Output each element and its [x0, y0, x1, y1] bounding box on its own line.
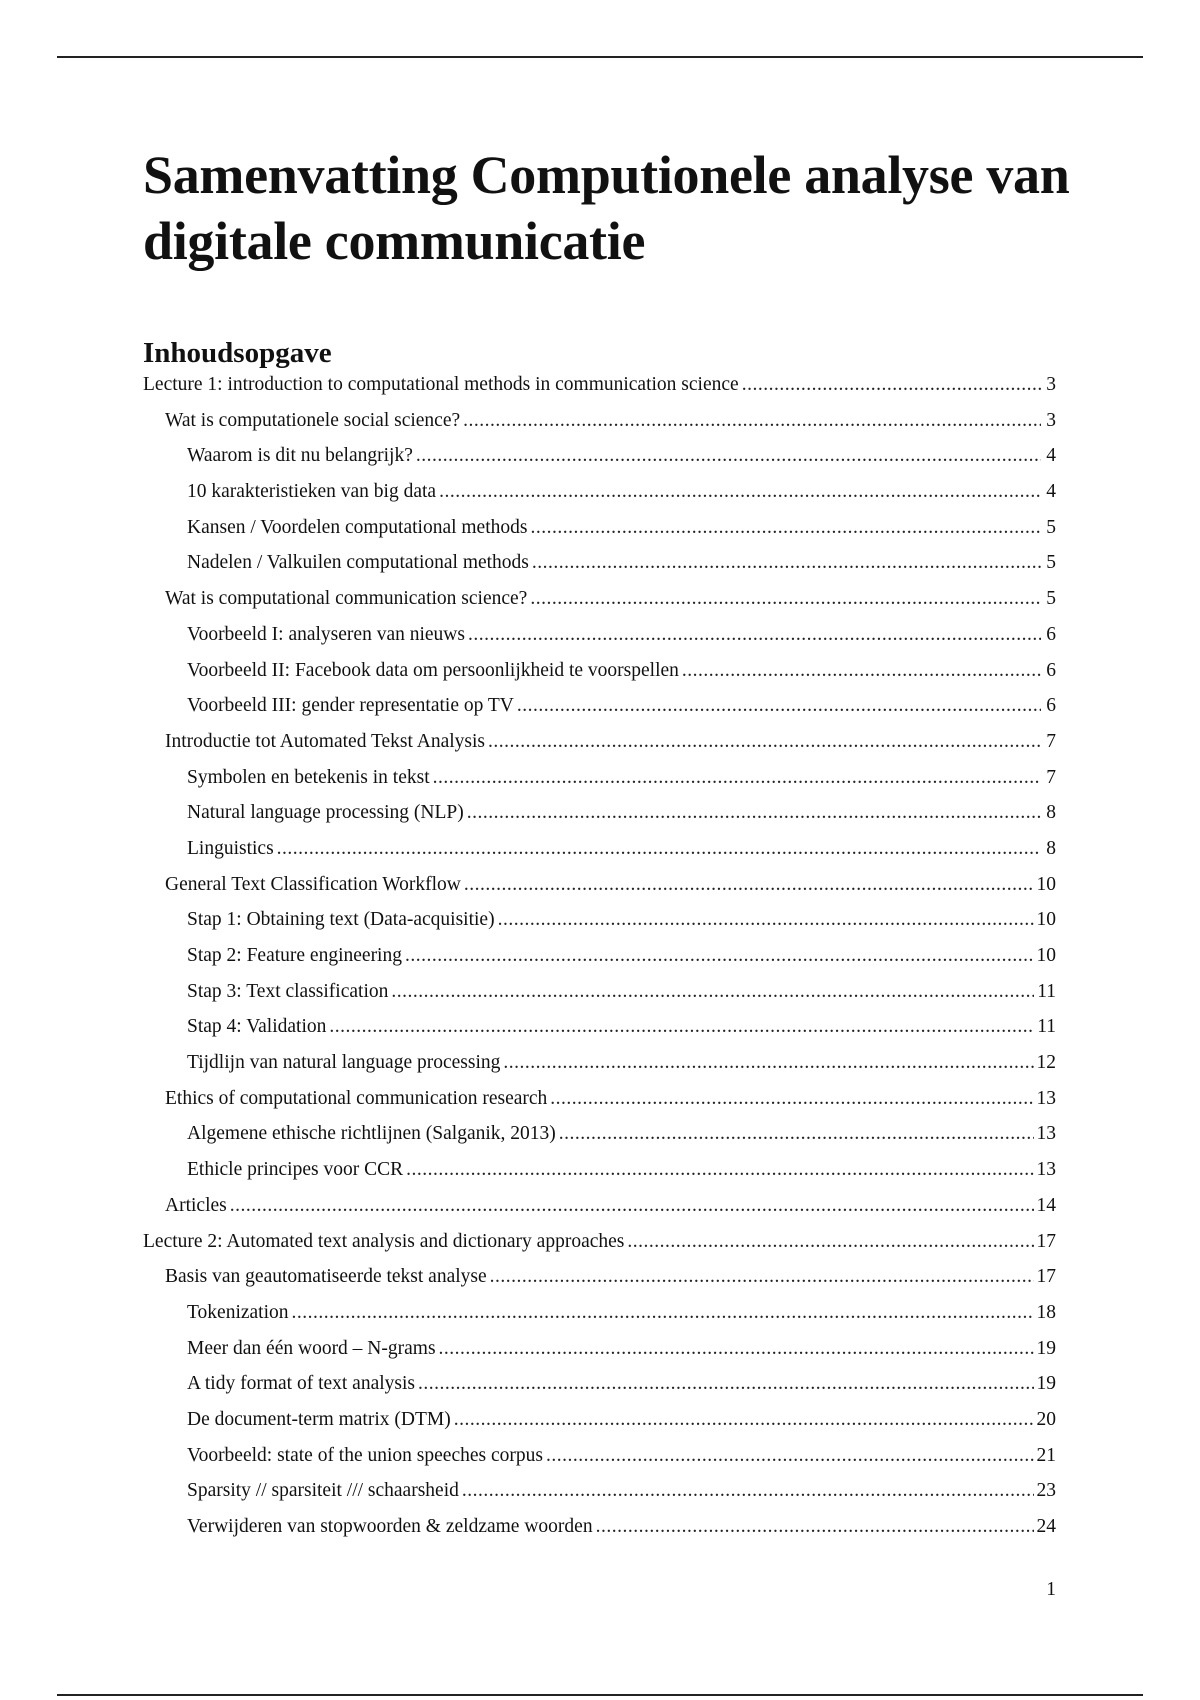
toc-entry-page: 17	[1036, 1230, 1056, 1252]
toc-entry-label: Symbolen en betekenis in tekst	[187, 766, 430, 788]
toc-dot-leader	[550, 1088, 1033, 1110]
document-title: Samenvatting Computionele analyse van digitale communicatie	[143, 145, 1070, 271]
toc-dot-leader	[277, 838, 1041, 860]
toc-entry[interactable]	[143, 1480, 1056, 1516]
toc-dot-leader	[463, 410, 1041, 432]
toc-entry[interactable]	[143, 374, 1056, 410]
toc-entry-label: Tijdlijn van natural language processing	[187, 1052, 501, 1074]
toc-dot-leader	[596, 1516, 1034, 1538]
toc-entry[interactable]	[143, 517, 1056, 553]
toc-dot-leader	[433, 767, 1041, 789]
toc-entry-label: Waarom is dit nu belangrijk?	[187, 445, 413, 467]
toc-entry[interactable]	[143, 1123, 1056, 1159]
toc-entry-page: 7	[1046, 766, 1056, 788]
toc-entry-page: 18	[1036, 1301, 1056, 1323]
toc-entry-page: 13	[1036, 1123, 1056, 1145]
toc-dot-leader	[406, 1159, 1033, 1181]
toc-entry-label: Ethicle principes voor CCR	[187, 1159, 404, 1181]
toc-dot-leader	[468, 624, 1041, 646]
toc-dot-leader	[488, 731, 1041, 753]
header-rule	[57, 56, 1143, 58]
toc-dot-leader	[462, 1480, 1034, 1502]
toc-dot-leader	[405, 945, 1034, 967]
toc-entry-label: Stap 1: Obtaining text (Data-acquisitie)	[187, 909, 495, 931]
toc-entry[interactable]	[143, 695, 1056, 731]
toc-entry-label: A tidy format of text analysis	[187, 1373, 416, 1395]
toc-entry-label: Ethics of computational communication research	[165, 1087, 548, 1109]
toc-entry-label: Stap 4: Validation	[187, 1016, 327, 1038]
toc-entry-label: Algemene ethische richtlijnen (Salganik, 2013)	[187, 1123, 556, 1145]
toc-entry[interactable]	[143, 1266, 1056, 1302]
toc-entry[interactable]	[143, 909, 1056, 945]
toc-dot-leader	[439, 1338, 1034, 1360]
toc-dot-leader	[530, 517, 1041, 539]
toc-entry[interactable]	[143, 1088, 1056, 1124]
toc-dot-leader	[682, 660, 1041, 682]
toc-dot-leader	[230, 1195, 1034, 1217]
toc-entry-label: Kansen / Voordelen computational methods	[187, 516, 528, 538]
toc-entry-label: Stap 3: Text classification	[187, 980, 389, 1002]
toc-dot-leader	[559, 1123, 1034, 1145]
toc-dot-leader	[329, 1016, 1034, 1038]
toc-entry[interactable]	[143, 1516, 1056, 1552]
toc-entry-page: 4	[1046, 481, 1056, 503]
toc-entry-label: Nadelen / Valkuilen computational methods	[187, 552, 529, 574]
toc-entry-page: 8	[1046, 837, 1056, 859]
toc-entry-label: Voorbeeld: state of the union speeches corpus	[187, 1444, 543, 1466]
toc-entry-label: 10 karakteristieken van big data	[187, 481, 437, 503]
toc-entry[interactable]	[143, 945, 1056, 981]
toc-entry-label: De document-term matrix (DTM)	[187, 1408, 451, 1430]
toc-dot-leader	[454, 1409, 1034, 1431]
toc-entry-label: Stap 2: Feature engineering	[187, 945, 402, 966]
toc-entry-page: 23	[1036, 1480, 1056, 1502]
toc-entry[interactable]	[143, 1052, 1056, 1088]
toc-entry[interactable]	[143, 410, 1056, 446]
toc-entry-page: 10	[1036, 945, 1056, 966]
toc-entry[interactable]	[143, 767, 1056, 803]
toc-dot-leader	[530, 588, 1041, 610]
toc-entry[interactable]	[143, 802, 1056, 838]
toc-entry-label: Voorbeeld I: analyseren van nieuws	[187, 623, 465, 645]
toc-entry[interactable]	[143, 1338, 1056, 1374]
toc-entry-page: 6	[1046, 623, 1056, 645]
toc-entry-label: Lecture 1: introduction to computational methods in communication science	[143, 374, 739, 395]
toc-dot-leader	[742, 374, 1041, 396]
toc-entry-page: 6	[1046, 695, 1056, 717]
toc-entry-label: Wat is computational communication science?	[165, 588, 528, 610]
toc-entry-page: 10	[1036, 909, 1056, 931]
toc-entry-page: 19	[1036, 1337, 1056, 1359]
toc-dot-leader	[517, 695, 1041, 717]
toc-entry-page: 13	[1036, 1087, 1056, 1109]
toc-entry-page: 13	[1036, 1159, 1056, 1181]
toc-entry-label: Lecture 2: Automated text analysis and dictionary approaches	[143, 1230, 625, 1252]
toc-entry-page: 12	[1036, 1052, 1056, 1074]
toc-entry-label: Introductie tot Automated Tekst Analysis	[165, 730, 485, 752]
toc-entry-label: Linguistics	[187, 837, 274, 859]
toc-entry-page: 17	[1036, 1266, 1056, 1288]
toc-dot-leader	[391, 981, 1034, 1003]
toc-entry-page: 11	[1037, 980, 1056, 1002]
toc-entry-page: 10	[1036, 873, 1056, 895]
toc-entry[interactable]	[143, 1016, 1056, 1052]
toc-dot-leader	[467, 802, 1041, 824]
toc-entry-label: Meer dan één woord – N-grams	[187, 1337, 436, 1359]
toc-dot-leader	[503, 1052, 1033, 1074]
toc-dot-leader	[464, 874, 1034, 896]
toc-dot-leader	[546, 1445, 1034, 1467]
toc-entry[interactable]	[143, 838, 1056, 874]
toc-entry-page: 7	[1046, 730, 1056, 752]
toc-entry-page: 19	[1036, 1373, 1056, 1395]
toc-entry[interactable]	[143, 1231, 1056, 1267]
toc-entry[interactable]	[143, 1373, 1056, 1409]
toc-entry[interactable]	[143, 445, 1056, 481]
toc-entry[interactable]	[143, 1302, 1056, 1338]
toc-entry-page: 5	[1046, 552, 1056, 574]
toc-dot-leader	[627, 1231, 1033, 1253]
toc-entry-page: 21	[1036, 1444, 1056, 1466]
toc-entry-label: Tokenization	[187, 1301, 289, 1323]
toc-entry-label: Verwijderen van stopwoorden & zeldzame woorden	[187, 1516, 593, 1537]
toc-entry-page: 24	[1036, 1516, 1056, 1537]
toc-entry[interactable]	[143, 481, 1056, 517]
toc-entry[interactable]	[143, 1445, 1056, 1481]
toc-dot-leader	[439, 481, 1041, 503]
toc-entry-page: 6	[1046, 659, 1056, 681]
toc-entry-page: 8	[1046, 802, 1056, 824]
toc-entry-label: Wat is computationele social science?	[165, 409, 461, 431]
toc-entry-label: General Text Classification Workflow	[165, 873, 461, 895]
toc-entry-label: Sparsity // sparsiteit /// schaarsheid	[187, 1480, 459, 1502]
toc-entry[interactable]	[143, 981, 1056, 1017]
toc-entry[interactable]	[143, 874, 1056, 910]
footer-rule	[57, 1694, 1143, 1696]
toc-entry[interactable]	[143, 552, 1056, 588]
toc-entry[interactable]	[143, 1409, 1056, 1445]
toc-entry[interactable]	[143, 624, 1056, 660]
toc-entry-label: Articles	[165, 1194, 227, 1216]
toc-dot-leader	[490, 1266, 1034, 1288]
table-of-contents	[143, 374, 1056, 1552]
toc-entry-page: 3	[1046, 409, 1056, 431]
toc-dot-leader	[292, 1302, 1034, 1324]
toc-entry-page: 11	[1037, 1016, 1056, 1038]
toc-entry-page: 4	[1046, 445, 1056, 467]
toc-dot-leader	[498, 909, 1034, 931]
toc-entry[interactable]	[143, 588, 1056, 624]
toc-dot-leader	[418, 1373, 1033, 1395]
toc-entry[interactable]	[143, 1195, 1056, 1231]
toc-entry-page: 5	[1046, 516, 1056, 538]
toc-entry-label: Voorbeeld III: gender representatie op TV	[187, 695, 514, 717]
toc-entry-label: Voorbeeld II: Facebook data om persoonlijkheid te voorspellen	[187, 659, 679, 681]
toc-heading: Inhoudsopgave	[143, 337, 332, 369]
toc-entry-page: 5	[1046, 588, 1056, 610]
page-number: 1	[1046, 1579, 1056, 1600]
toc-entry-page: 20	[1036, 1408, 1056, 1430]
toc-entry[interactable]	[143, 660, 1056, 696]
toc-entry-page: 14	[1036, 1194, 1056, 1216]
toc-dot-leader	[532, 552, 1041, 574]
toc-entry-label: Natural language processing (NLP)	[187, 802, 464, 824]
toc-entry[interactable]	[143, 731, 1056, 767]
toc-dot-leader	[416, 445, 1041, 467]
toc-entry-label: Basis van geautomatiseerde tekst analyse	[165, 1266, 487, 1288]
toc-entry-page: 3	[1046, 374, 1056, 395]
toc-entry[interactable]	[143, 1159, 1056, 1195]
